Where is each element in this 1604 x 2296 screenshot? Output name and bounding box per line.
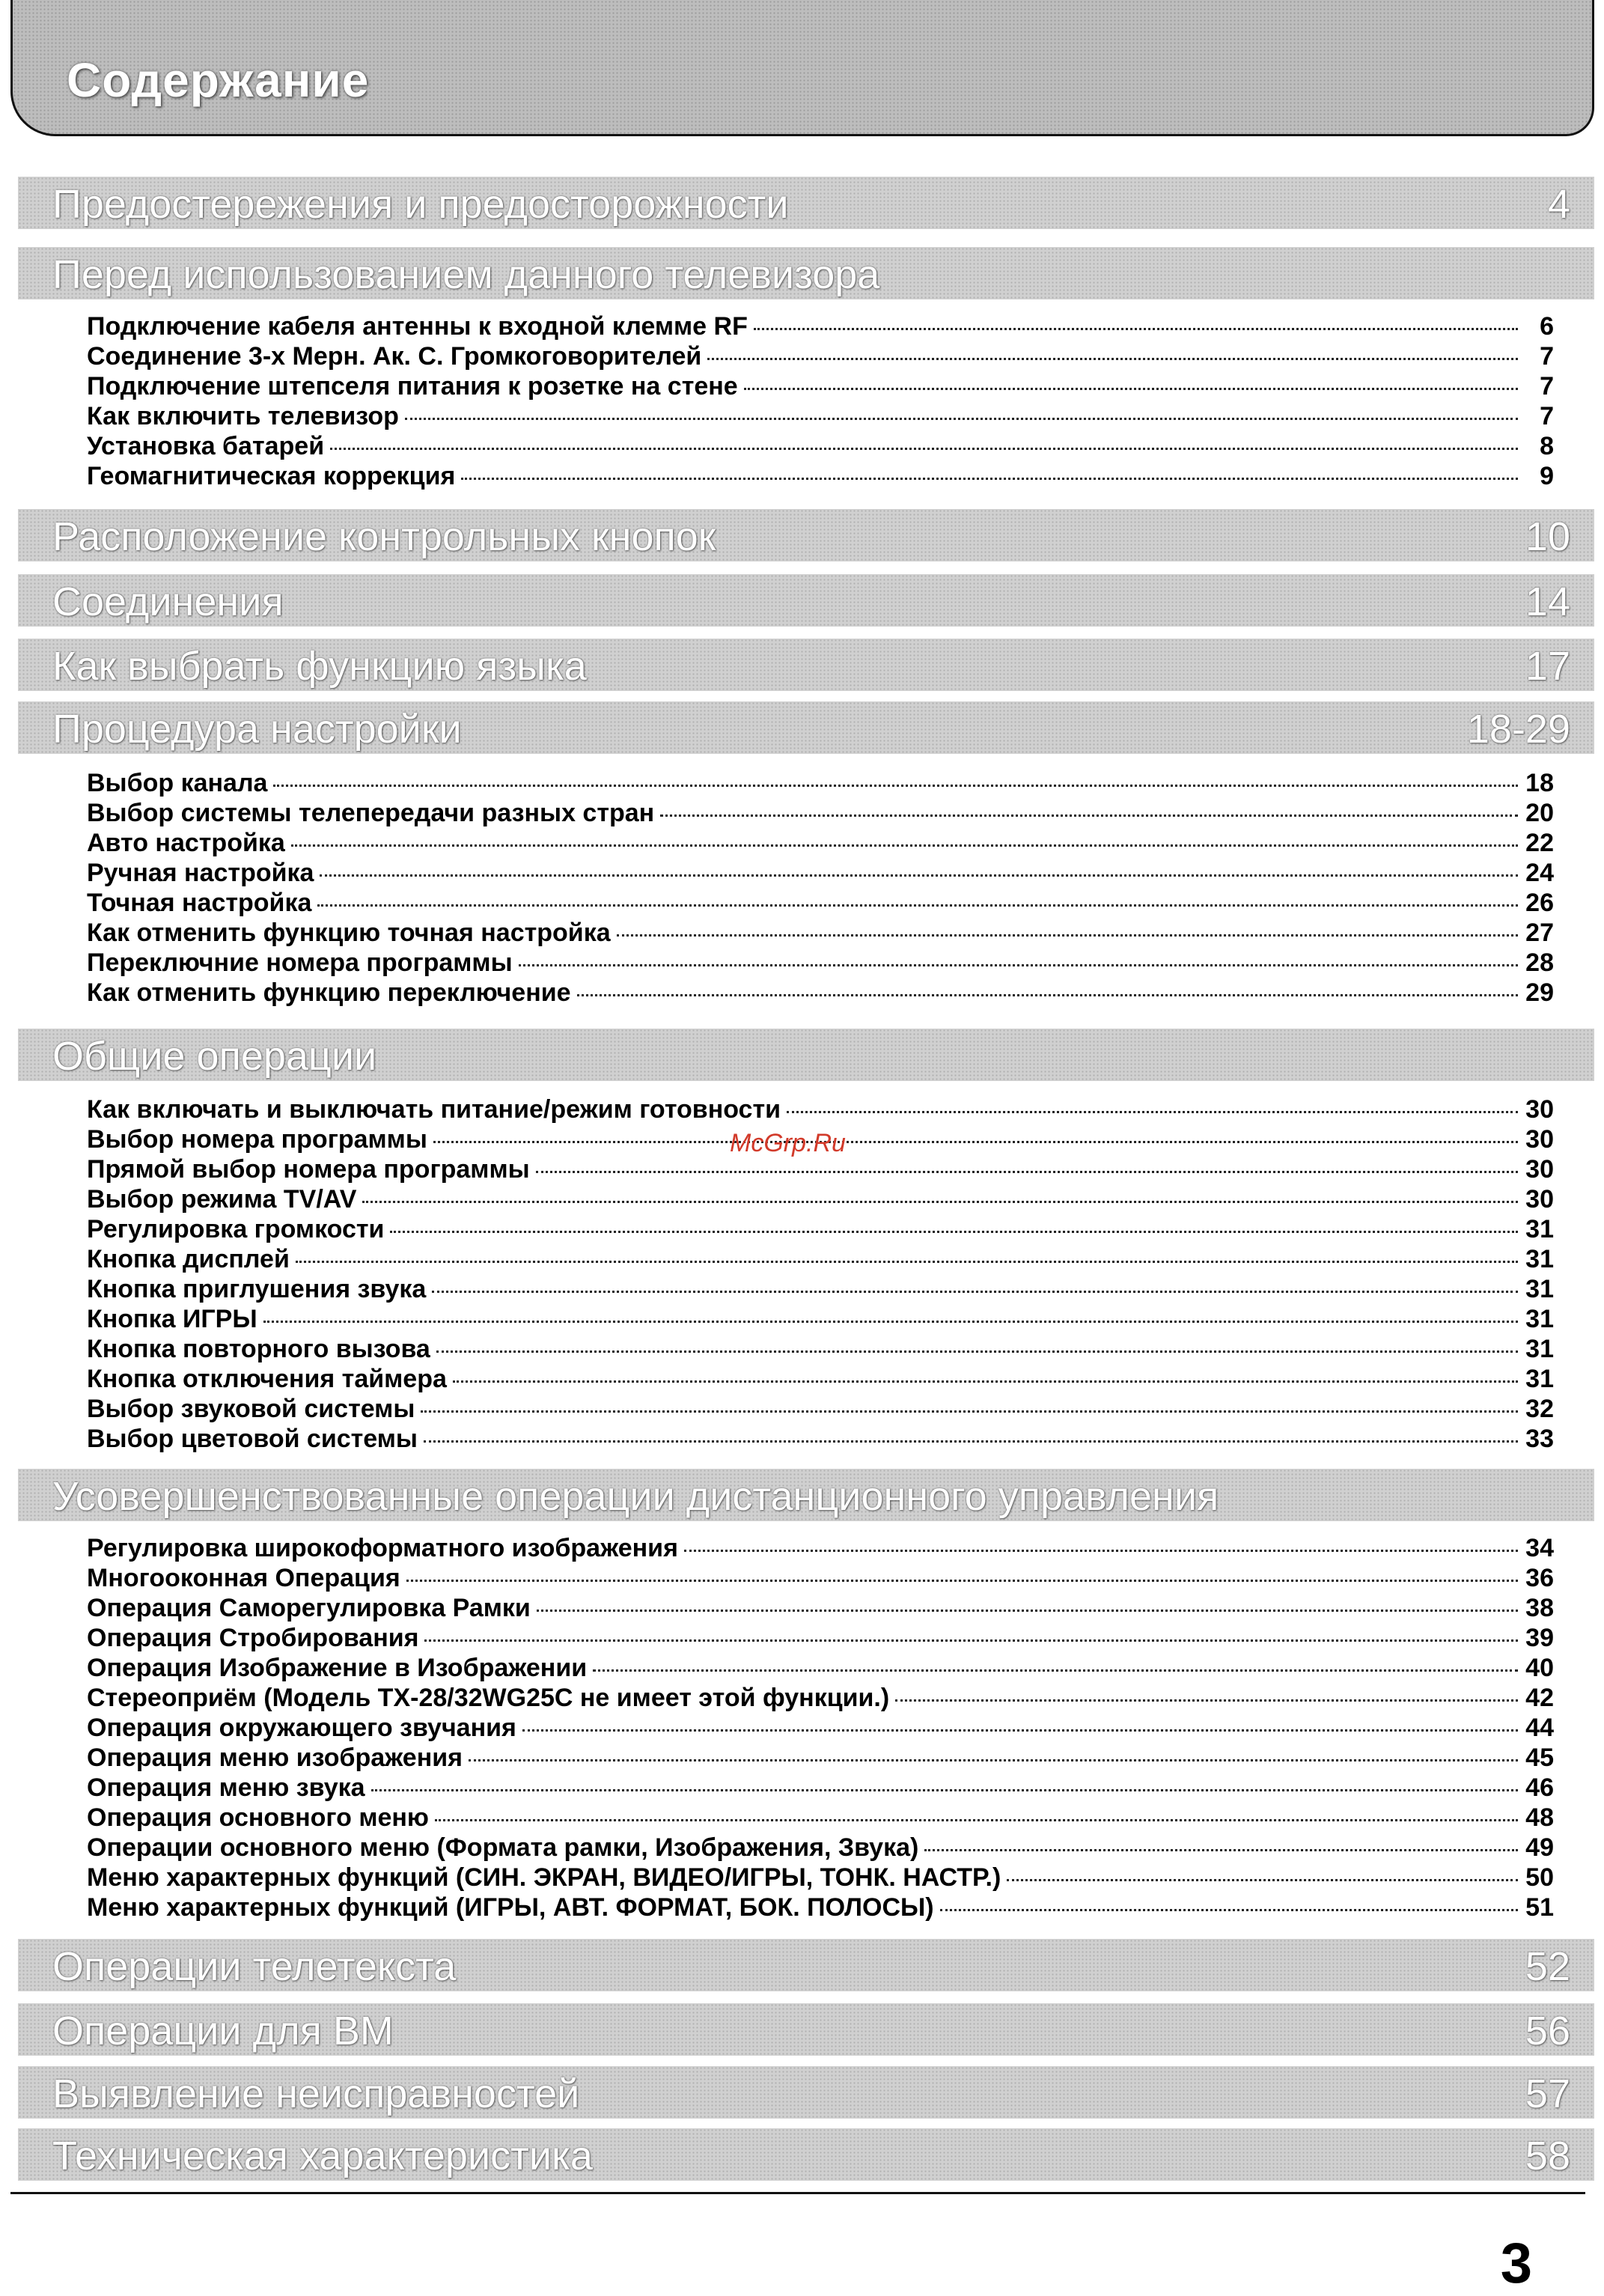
section-title: Общие операции — [52, 1034, 377, 1079]
dot-leader — [924, 1849, 1518, 1851]
section-title: Перед использованием данного телевизора — [52, 252, 880, 297]
dot-leader — [461, 478, 1518, 480]
entry-label: Операция меню звука — [87, 1773, 365, 1802]
entry-label: Операция основного меню — [87, 1803, 429, 1832]
entry-page: 30 — [1525, 1185, 1554, 1214]
entry-label: Выбор режима TV/AV — [87, 1185, 357, 1214]
toc-entry[interactable] — [87, 1713, 1554, 1743]
section-header — [18, 177, 1594, 229]
section-title: Операции телетекста — [52, 1944, 457, 1989]
dot-leader — [593, 1669, 1518, 1672]
toc-entry[interactable] — [87, 311, 1554, 341]
entry-label: Кнопка дисплей — [87, 1245, 290, 1273]
entry-list — [87, 311, 1554, 491]
toc-entry[interactable] — [87, 1244, 1554, 1274]
entry-page: 31 — [1525, 1245, 1554, 1273]
toc-entry[interactable] — [87, 1424, 1554, 1454]
entry-label: Меню характерных функций (СИН. ЭКРАН, ВИДЕО/ИГРЫ, ТОНК. НАСТР.) — [87, 1863, 1001, 1892]
entry-label: Как включить телевизор — [87, 402, 399, 430]
entry-page: 39 — [1525, 1624, 1554, 1652]
section-header — [18, 2066, 1594, 2119]
section-page: 4 — [1547, 182, 1570, 227]
entry-label: Выбор канала — [87, 769, 268, 797]
toc-entry[interactable] — [87, 1274, 1554, 1304]
entry-page: 31 — [1525, 1335, 1554, 1363]
toc-entry[interactable] — [87, 918, 1554, 948]
footer-divider — [10, 2192, 1585, 2194]
entry-page: 22 — [1525, 829, 1554, 857]
entry-label: Регулировка широкоформатного изображения — [87, 1534, 678, 1562]
dot-leader — [435, 1819, 1518, 1821]
entry-list — [87, 768, 1554, 1008]
toc-entry[interactable] — [87, 1094, 1554, 1124]
entry-page: 30 — [1525, 1125, 1554, 1154]
entry-label: Прямой выбор номера программы — [87, 1155, 530, 1184]
entry-page: 42 — [1525, 1684, 1554, 1712]
toc-entry[interactable] — [87, 1833, 1554, 1863]
toc-entry[interactable] — [87, 1683, 1554, 1713]
entry-page: 45 — [1525, 1744, 1554, 1772]
dot-leader — [421, 1410, 1518, 1413]
toc-entry[interactable] — [87, 341, 1554, 371]
dot-leader — [291, 844, 1518, 847]
entry-label: Операция Изображение в Изображении — [87, 1654, 588, 1682]
section-page: 52 — [1525, 1944, 1570, 1989]
dot-leader — [787, 1111, 1518, 1113]
section-page: 57 — [1525, 2071, 1570, 2116]
dot-leader — [522, 1729, 1518, 1732]
toc-entry[interactable] — [87, 1773, 1554, 1803]
toc-entry[interactable] — [87, 1334, 1554, 1364]
dot-leader — [453, 1380, 1518, 1383]
entry-label: Выбор номера программы — [87, 1125, 427, 1154]
entry-page: 9 — [1540, 462, 1554, 490]
dot-leader — [371, 1789, 1518, 1791]
entry-label: Установка батарей — [87, 432, 325, 460]
section-title: Операции для ВМ — [52, 2009, 394, 2053]
dot-leader — [536, 1171, 1518, 1173]
page-number: 3 — [1500, 2232, 1532, 2295]
toc-entry[interactable] — [87, 1593, 1554, 1623]
entry-label: Ручная настройка — [87, 859, 314, 887]
entry-page: 27 — [1525, 919, 1554, 947]
section-header — [18, 1029, 1594, 1081]
toc-entry[interactable] — [87, 401, 1554, 431]
entry-page: 51 — [1525, 1893, 1554, 1922]
section-title: Соединения — [52, 579, 284, 624]
entry-label: Кнопка приглушения звука — [87, 1275, 427, 1303]
section-header — [18, 639, 1594, 691]
dot-leader — [362, 1201, 1518, 1203]
section-header — [18, 509, 1594, 561]
section-header — [18, 247, 1594, 299]
entry-page: 46 — [1525, 1773, 1554, 1802]
dot-leader — [469, 1759, 1518, 1761]
entry-page: 7 — [1540, 372, 1554, 401]
entry-label: Переключние номера программы — [87, 948, 513, 977]
entry-page: 6 — [1540, 312, 1554, 341]
dot-leader — [433, 1141, 1518, 1143]
toc-entry[interactable] — [87, 1394, 1554, 1424]
section-page: 17 — [1525, 644, 1570, 689]
section-page: 58 — [1525, 2134, 1570, 2178]
entry-label: Подключение кабеля антенны к входной клемме RF — [87, 312, 748, 341]
entry-label: Выбор системы телепередачи разных стран — [87, 799, 655, 827]
entry-page: 40 — [1525, 1654, 1554, 1682]
entry-page: 28 — [1525, 948, 1554, 977]
entry-label: Кнопка повторного вызова — [87, 1335, 430, 1363]
toc-entry[interactable] — [87, 1743, 1554, 1773]
dot-leader — [1007, 1879, 1518, 1881]
dot-leader — [273, 785, 1518, 787]
section-page: 18-29 — [1466, 707, 1570, 752]
toc-entry[interactable] — [87, 1892, 1554, 1922]
toc-entry[interactable] — [87, 461, 1554, 491]
section-page: 10 — [1525, 514, 1570, 559]
entry-label: Операция Саморегулировка Рамки — [87, 1594, 531, 1622]
entry-label: Как отменить функцию точная настройка — [87, 919, 611, 947]
dot-leader — [707, 358, 1518, 360]
entry-page: 30 — [1525, 1095, 1554, 1124]
section-title: Усовершенствованные операции дистанционного управления — [52, 1474, 1219, 1519]
toc-entry[interactable] — [87, 1154, 1554, 1184]
section-title: Процедура настройки — [52, 707, 462, 752]
toc-entry[interactable] — [87, 768, 1554, 798]
toc-entry[interactable] — [87, 948, 1554, 978]
entry-page: 31 — [1525, 1215, 1554, 1243]
dot-leader — [405, 418, 1518, 420]
dot-leader — [317, 904, 1518, 907]
entry-page: 34 — [1525, 1534, 1554, 1562]
page-title: Содержание — [67, 53, 370, 107]
section-header — [18, 1939, 1594, 1991]
section-title: Предостережения и предосторожности — [52, 182, 789, 227]
entry-page: 24 — [1525, 859, 1554, 887]
entry-page: 33 — [1525, 1425, 1554, 1453]
entry-page: 44 — [1525, 1714, 1554, 1742]
entry-page: 8 — [1540, 432, 1554, 460]
dot-leader — [940, 1909, 1518, 1911]
dot-leader — [617, 934, 1518, 937]
section-page: 14 — [1525, 579, 1570, 624]
section-title: Выявление неисправностей — [52, 2071, 580, 2116]
entry-label: Многооконная Операция — [87, 1564, 400, 1592]
entry-label: Как включать и выключать питание/режим готовности — [87, 1095, 781, 1124]
entry-label: Точная настройка — [87, 889, 312, 917]
entry-page: 48 — [1525, 1803, 1554, 1832]
entry-page: 29 — [1525, 978, 1554, 1007]
entry-page: 20 — [1525, 799, 1554, 827]
entry-label: Операция меню изображения — [87, 1744, 463, 1772]
entry-label: Кнопка отключения таймера — [87, 1365, 447, 1393]
dot-leader — [263, 1321, 1518, 1323]
dot-leader — [424, 1639, 1518, 1642]
dot-leader — [519, 964, 1518, 966]
toc-entry[interactable] — [87, 828, 1554, 858]
toc-entry[interactable] — [87, 431, 1554, 461]
dot-leader — [436, 1351, 1518, 1353]
dot-leader — [577, 994, 1518, 996]
section-header — [18, 2128, 1594, 2181]
toc-entry[interactable] — [87, 888, 1554, 918]
toc-entry[interactable] — [87, 1533, 1554, 1563]
entry-page: 32 — [1525, 1395, 1554, 1423]
entry-page: 36 — [1525, 1564, 1554, 1592]
entry-label: Авто настройка — [87, 829, 285, 857]
dot-leader — [330, 448, 1518, 450]
toc-entry[interactable] — [87, 1863, 1554, 1892]
dot-leader — [390, 1231, 1518, 1233]
section-page: 56 — [1525, 2009, 1570, 2053]
section-header — [18, 2003, 1594, 2056]
toc-entry[interactable] — [87, 1623, 1554, 1653]
entry-label: Регулировка громкости — [87, 1215, 385, 1243]
toc-entry[interactable] — [87, 1184, 1554, 1214]
toc-entry[interactable] — [87, 798, 1554, 828]
watermark-text: McGrp.Ru — [730, 1129, 846, 1157]
toc-entry[interactable] — [87, 1304, 1554, 1334]
section-title: Техническая характеристика — [52, 2134, 593, 2178]
entry-label: Операции основного меню (Формата рамки, Изображения, Звука) — [87, 1833, 919, 1862]
toc-entry[interactable] — [87, 858, 1554, 888]
entry-list — [87, 1533, 1554, 1922]
toc-entry[interactable] — [87, 1803, 1554, 1833]
entry-page: 31 — [1525, 1275, 1554, 1303]
entry-label: Выбор звуковой системы — [87, 1395, 415, 1423]
entry-label: Выбор цветовой системы — [87, 1425, 418, 1453]
entry-page: 38 — [1525, 1594, 1554, 1622]
dot-leader — [684, 1550, 1518, 1552]
entry-label: Как отменить функцию переключение — [87, 978, 571, 1007]
toc-entry[interactable] — [87, 1214, 1554, 1244]
entry-label: Операция окружающего звучания — [87, 1714, 516, 1742]
entry-label: Соединение 3-х Мерн. Ак. С. Громкоговорителей — [87, 342, 702, 371]
entry-page: 30 — [1525, 1155, 1554, 1184]
dot-leader — [537, 1610, 1518, 1612]
dot-leader — [424, 1440, 1518, 1443]
dot-leader — [895, 1699, 1518, 1702]
entry-label: Стереоприём (Модель TX-28/32WG25C не имеет этой функции.) — [87, 1684, 890, 1712]
section-title: Расположение контрольных кнопок — [52, 514, 716, 559]
dot-leader — [320, 874, 1518, 877]
toc-entry[interactable] — [87, 1563, 1554, 1593]
entry-page: 26 — [1525, 889, 1554, 917]
section-header — [18, 1469, 1594, 1521]
entry-label: Геомагнитическая коррекция — [87, 462, 456, 490]
dot-leader — [660, 814, 1518, 817]
dot-leader — [744, 388, 1518, 390]
entry-label: Меню характерных функций (ИГРЫ, АВТ. ФОРМАТ, БОК. ПОЛОСЫ) — [87, 1893, 934, 1922]
section-header — [18, 574, 1594, 627]
entry-page: 7 — [1540, 402, 1554, 430]
entry-page: 18 — [1525, 769, 1554, 797]
toc-entry[interactable] — [87, 371, 1554, 401]
section-header — [18, 701, 1594, 754]
section-title: Как выбрать функцию языка — [52, 644, 587, 689]
entry-page: 50 — [1525, 1863, 1554, 1892]
dot-leader — [754, 328, 1518, 330]
entry-label: Подключение штепселя питания к розетке на стене — [87, 372, 738, 401]
entry-label: Кнопка ИГРЫ — [87, 1305, 257, 1333]
entry-page: 7 — [1540, 342, 1554, 371]
toc-entry[interactable] — [87, 1364, 1554, 1394]
entry-page: 31 — [1525, 1305, 1554, 1333]
dot-leader — [406, 1580, 1518, 1582]
toc-entry[interactable] — [87, 1653, 1554, 1683]
entry-page: 31 — [1525, 1365, 1554, 1393]
entry-page: 49 — [1525, 1833, 1554, 1862]
entry-label: Операция Стробирования — [87, 1624, 419, 1652]
title-banner — [10, 0, 1594, 136]
toc-entry[interactable] — [87, 978, 1554, 1008]
dot-leader — [296, 1261, 1518, 1263]
dot-leader — [432, 1291, 1518, 1293]
